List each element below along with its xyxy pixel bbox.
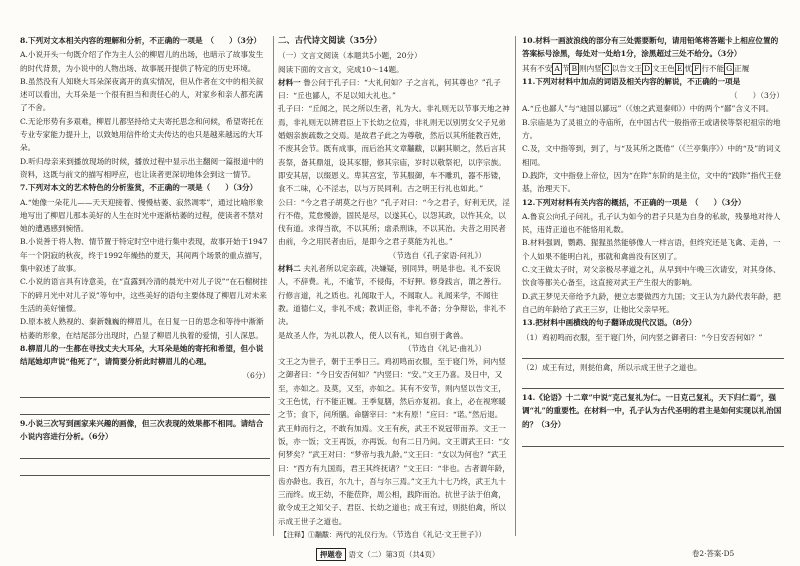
q9a-points: （6分） [242,371,270,381]
brand-logo: 押题卷 [316,548,346,561]
column-right [522,34,784,449]
q7-option-d: D.原本被人熟视的、秦新魏巍的柳眉儿，在日复一日的思念和等待中渐渐枯萎的形象，在结尾部分出现时，凸显了柳眉儿执着的爱情，引人深思。 [20,317,264,340]
reading-instruction: 阅读下面的文言文，完成10～14题。 [278,64,404,74]
answer-box[interactable]: C [603,63,610,73]
q12-stem: 12.下列对材料有关内容的概括，不正确的一项是 （ ）（3分） [522,197,746,207]
column-divider [273,36,274,536]
material-3-p2: 武王帅而行之，不敢有加焉。文王有疾，武王不说冠带而养。文王一饭，亦一饭；文王再饭，亦再饭。旬有二日乃间。文王谓武王曰：“女何梦矣？”武王对曰：“梦帝与我九龄。”文王曰：“女以为何也？”武王曰：“西方有九国焉，君王其终抚诸？”文王曰：“非也。古者谓年龄，齿亦龄也。我百，尔九十，吾与尔三焉。”文王九十七乃终，武王九十三而终。成王幼，不能莅阼，周公相，践阼而治。抗世子法于伯禽，欲令成王之知父子、君臣、长幼之道也；成王有过，则挞伯禽，所以示成王世子之道也。 [278,423,510,526]
subsection-title: （一）文言文阅读（本题共5小题，20分） [278,51,422,61]
answer-box[interactable]: F [694,63,700,73]
q12-option-d: D.武王梦见天帝给予九龄，便立志要做西方九国；文王认为九龄代表年龄，把自己的年龄给了武王三岁，让他比父亲早死。 [522,291,781,314]
page-number-text: 语文（二）第3页（共4页） [348,550,440,559]
q8-option-c: C.无论形势有多艰难，柳眉儿都坚持给丈夫寄托思念和问候，希望寄托在专业专家能力提升上，以致她用信件给丈夫传达的也只是越来越远的大耳朵。 [20,116,264,153]
answer-box[interactable]: G [726,63,733,73]
seg-text: 文王色 [652,63,675,73]
q13-sentence-2: （2）成王有过，则挞伯禽，所以示成王世子之道也。 [522,362,702,372]
q9a-stem: 8.柳眉儿的一生都在寻找丈夫大耳朵，大耳朵是她的寄托和希望，但小说结尾她却声说“他死了”，请简要分析此时柳眉儿的心理。 [20,343,264,367]
q12-option-b: B.材料强调，鹦鹉、猩猩虽然能够像人一样言语，但终究还是飞禽、走兽，一个人如果不能明白礼，那就和禽兽没有区别了。 [522,238,781,261]
seg-text: 行不能 [701,63,725,73]
q11-points: （ ）（3分） [729,91,784,101]
answer-line[interactable] [20,400,270,415]
q14-stem: 14.《论语》十二章”中说“克己复礼为仁。一日克己复礼，天下归仁焉”，强调“礼”的重要性。在材料一中，孔子认为古代圣明的君主是如何实现以礼治国的？（3分） [522,393,782,429]
footer-center [316,548,439,561]
q11-option-b: B.宗庙是为了灵祖立的寺庙所，在中国古代一般指帝王或诸侯等祭祀祖宗的地方。 [522,117,781,141]
seg-text: 忧 [684,63,693,73]
q10-sentence [522,62,784,75]
q8-stem: 8.下列对文本相关内容的理解和分析，不正确的一项是 （ ）（3分） [20,36,262,45]
answer-line[interactable] [20,461,270,476]
seg-text: 其有不安 [522,63,553,73]
answer-box[interactable]: E [676,63,683,73]
q7-option-a: A.“她像一朵花儿——天天迎接着、慢慢枯萎、寂然凋零”，通过比喻形象地写出了柳眉儿那本美好的人生在时光中逐渐枯萎的过程，使读者不禁对她的遭遇感到惋惜。 [20,197,264,234]
material-1-label: 材料一 [278,77,301,87]
q12-option-c: C.文王做太子时，对父亲极尽孝道之礼，从早到中午晚三次请安，对其身体、饮食等都关心备至，这直接对武王产生很大的影响。 [522,265,781,288]
answer-tag: 卷2·答案·D5 [692,549,735,558]
seg-text: 节 [561,63,570,73]
q10-stem: 10.材料一画波浪线的部分有三处需要断句，请用铅笔将答题卡上相应位置的答案标号涂黑，每处对一处给1分，涂黑超过三处不给分。（3分） [522,36,779,59]
q11-option-c: C.及，文中指等到，到了，与“及其所之既倦”（《兰亭集序》）中的“及”的词义相同。 [522,144,781,167]
answer-line[interactable] [522,344,784,359]
material-1-source: （节选自《孔子家语·问礼》） [388,250,486,260]
answer-box[interactable]: D [644,63,651,73]
answer-line[interactable] [522,374,784,389]
answer-line[interactable] [20,383,270,398]
q9b-stem: 9.小说三次写到画家来兴趣的画像，但三次表现的效果都不相同。请结合小说内容进行分析。（6分） [20,418,264,442]
q8-option-a: A.小说开头一句既介绍了作为主人公的柳眉儿的出场，也暗示了故事发生的时代背景，为小说中的人物出场、故事展开提供了特定的历史环境。 [20,50,264,73]
section-2-title: 二、古代诗文阅读（35分） [278,35,382,45]
material-2-source: （节选自《礼记·曲礼》） [403,343,486,353]
q13-stem: 13.把材料中画横线的句子翻译成现代汉语。（8分） [522,318,697,328]
q11-option-a: A.“丘也鄙人”与“迪国以鄙远”（《烛之武退秦师》）中的两个“鄙”含义不同。 [522,104,774,114]
footnote: 【注释】①黼黻：两代的礼仪行为。 [280,531,392,539]
answer-box[interactable]: A [554,63,560,73]
q8-option-b: B.虽然没有人知晓大耳朵深夜离开的真实情况，但从作者在文中的相关叙述可以看出，大耳朵是一个很有担当和责任心的人，对家乡和亲人都充满了不舍。 [20,76,264,113]
material-1-p1: 鲁公问于孔子曰：“大礼何如？子之言礼，何其尊也？”孔子曰：“丘也鄙人，不足以知大礼也。” [278,77,501,101]
seg-text: 正履 [734,63,750,73]
material-2-p2: 是故圣人作，为礼以教人，使人以有礼，知自别于禽兽。 [278,330,468,340]
q13-sentence-1: （1）鸡初鸣而衣服，至于寝门外，问内竖之御者曰：“今日安否何如？” [522,332,763,342]
material-2-label: 材料二 [278,264,301,274]
q12-option-a: A.鲁哀公向孔子问礼，孔子认为如今的君子只是为自身的私欲，残暴地对待人民，违背正道也不能恪用礼数。 [522,211,781,235]
q11-option-d: D.践阼，文中指登上帝位，因为“在阼”东阶的是主位，文中的“践阼”指代王登基，治理天下。 [522,170,782,194]
q11-stem: 11.下列对材料中加点的词语及相关内容的解说，不正确的一项是 [522,76,741,86]
column-middle [278,34,510,541]
q7-option-b: B.小说善于将人物、情节置于特定时空中进行集中表现，故事开始于1947年一个阴寂的秋夜，终于1992年燥热的夏天，其间两个场景的重点描写，集中叙述了故事。 [20,237,268,274]
material-3-p1: 文王之为世子，朝于王季日三。鸡初鸣而衣服，至于寝门外，问内竖之御者曰：“今日安否何如？”内竖曰：“安。”文王乃喜。及日中，又至，亦如之。及莫，又至，亦如之。其有不安节，则内竖以告文王，文王色忧，行不能正履。王季复膳，然后亦复初。食上，必在视寒暖之节；食下，问所膳。命膳宰曰：“末有原！”应曰：“诺。”然后退。 [278,357,506,420]
seg-text: 则内竖 [579,63,602,73]
answer-line[interactable] [522,432,784,447]
answer-box[interactable]: B [571,63,578,73]
q7-option-c: C.小说的语言具有诗意美，在“直露到冷清的晨光中对儿子说”“在石榴树挂下的碎月光中对儿子说”等句中，这些美好的语句主要体现了柳眉儿对未来生活的美好憧憬。 [20,277,268,313]
material-2-p1: 夫礼者所以定亲疏，决嫌疑，别同异，明是非也。礼不妄说人，不辞费。礼，不逾节，不侵侮，不好狎。修身践言，谓之善行。行修言道，礼之质也。礼闻取于人，不闻取人。礼闻来学，不闻往教。道德仁义，非礼不成；教训正俗，非礼不备；分争辩讼，非礼不决。 [278,264,506,327]
q7-stem: 7.下列对本文的艺术特色的分析鉴赏，不正确的一项是（ ）（3分） [20,183,258,193]
q8-option-d: D.听归母亲来到播放现场的时候，播放过程中显示出主翻阅一篇报道中的资料，这既与前文的描写相呼应，也让读者更深切地体会到这一情节。 [20,156,264,179]
column-divider [515,36,516,536]
seg-text: 以告文王 [611,63,643,73]
column-left [20,34,270,478]
material-1-p2: 孔子曰：“丘闻之，民之所以生者，礼为大。非礼则无以节事天地之神焉，非礼则无以辨君臣上下长幼之位焉，非礼则无以别男女父子兄弟婚姻亲族疏数之交焉。是故君子此之为尊敬，然后以其所能教百姓，不废其会节。既有成事，而后治其文章黼黻，以嗣其顺之，然后言其丧祭，备其鼎俎，设其豕腊，修其宗庙，岁时以敬祭祀，以序宗族。即安其居，以缀恩义。卑其宫室，节其服御，车不雕玑，器不彤镂，食不二味，心不淫志，以与万民同利。古之明王行礼也如此。” [278,104,510,194]
answer-line[interactable] [20,444,270,459]
material-3-source: （节选自《礼记·文王世子》） [388,529,486,539]
material-1-p3: 公曰：“今之君子胡莫之行也？”孔子对曰：“今之君子，好利无厌，淫行不倦，荒怠慢游，固民是尽，以遂其心，以怨其政，以忤其众，以伐有道。求得当欲，不以其所；虐杀刑诛，不以其治。夫昔之用民者由前，今之用民者由后，是即今之君子莫能为礼也。” [278,197,510,247]
